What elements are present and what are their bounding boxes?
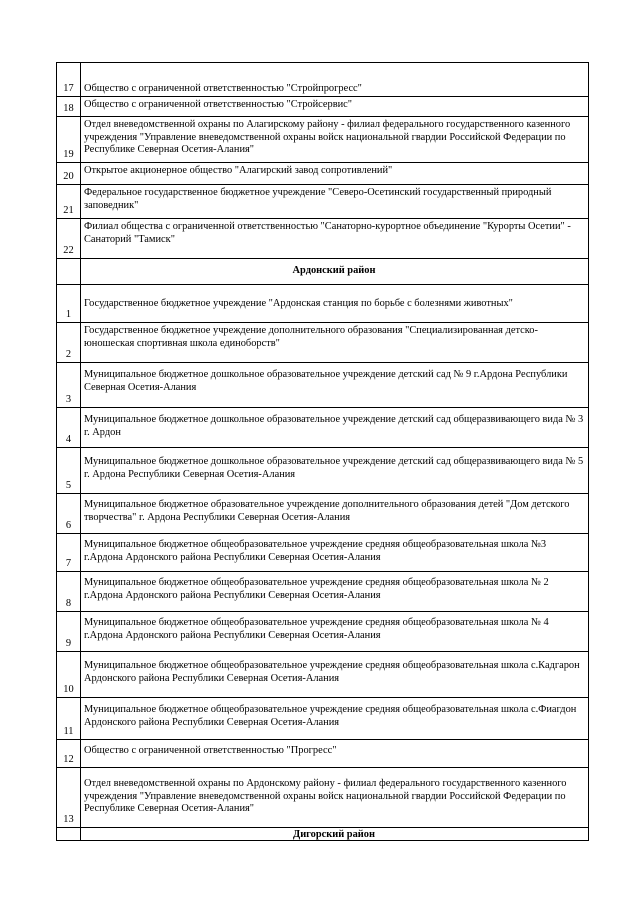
organization-name: Муниципальное бюджетное дошкольное образовательное учреждение детский сад № 9 г.Ардона Республики Северная Осетия-Алания: [81, 363, 589, 408]
table-row: [57, 652, 589, 698]
organization-name: Федеральное государственное бюджетное учреждение "Северо-Осетинский государственный природный заповедник": [81, 185, 589, 219]
section-title: Ардонский район: [81, 259, 589, 285]
organization-name: Общество с ограниченной ответственностью "Стройпрогресс": [81, 63, 589, 97]
row-number: 11: [57, 698, 81, 740]
table-row: [57, 612, 589, 652]
organization-name: Муниципальное бюджетное дошкольное образовательное учреждение детский сад общеразвивающего вида № 3 г. Ардон: [81, 408, 589, 448]
table-row: [57, 740, 589, 768]
organization-name: Муниципальное бюджетное образовательное учреждение дополнительного образования детей "Дом детского творчества" г. Ардона Республики Северная Осетия-Алания: [81, 494, 589, 534]
table-row: [57, 97, 589, 117]
organization-name: Государственное бюджетное учреждение дополнительного образования "Специализированная детско-юношеская спортивная школа единоборств": [81, 323, 589, 363]
table-row: [57, 408, 589, 448]
table-row: [57, 219, 589, 259]
row-number: 9: [57, 612, 81, 652]
organization-name: Муниципальное бюджетное общеобразовательное учреждение средняя общеобразовательная школа с.Фиагдон Ардонского района Республики Северная Осетия-Алания: [81, 698, 589, 740]
row-number: 5: [57, 448, 81, 494]
organizations-table: [56, 62, 589, 841]
table-row: [57, 534, 589, 572]
table-row: [57, 285, 589, 323]
section-header-row: [57, 259, 589, 285]
table-row: [57, 163, 589, 185]
organization-name: Отдел вневедомственной охраны по Ардонскому району - филиал федерального государственного казенного учреждения "Управление вневедомственной охраны войск национальной гвардии Российской Федерации по Республике Северная Осетия-Алания": [81, 768, 589, 828]
row-number: 22: [57, 219, 81, 259]
section-number-cell: [57, 259, 81, 285]
row-number: 7: [57, 534, 81, 572]
table-row: [57, 117, 589, 163]
organization-name: Филиал общества с ограниченной ответственностью "Санаторно-курортное объединение "Курорты Осетии" - Санаторий "Тамиск": [81, 219, 589, 259]
row-number: 8: [57, 572, 81, 612]
organization-name: Муниципальное бюджетное дошкольное образовательное учреждение детский сад общеразвивающего вида № 5 г. Ардона Республики Северная Осетия-Алания: [81, 448, 589, 494]
organization-name: Открытое акционерное общество "Алагирский завод сопротивлений": [81, 163, 589, 185]
organization-name: Отдел вневедомственной охраны по Алагирскому району - филиал федерального государственного казенного учреждения "Управление вневедомственной охраны войск национальной гвардии Российской Федерации по Республике Северная Осетия-Алания": [81, 117, 589, 163]
row-number: 18: [57, 97, 81, 117]
row-number: 10: [57, 652, 81, 698]
row-number: 13: [57, 768, 81, 828]
row-number: 3: [57, 363, 81, 408]
table-row: [57, 494, 589, 534]
table-row: [57, 185, 589, 219]
table-row: [57, 768, 589, 828]
section-title: Дигорский район: [81, 828, 589, 841]
row-number: 12: [57, 740, 81, 768]
organization-name: Муниципальное бюджетное общеобразовательное учреждение средняя общеобразовательная школа № 4 г.Ардона Ардонского района Республики Северная Осетия-Алания: [81, 612, 589, 652]
table-row: [57, 448, 589, 494]
table-row: [57, 698, 589, 740]
table-row: [57, 572, 589, 612]
row-number: 19: [57, 117, 81, 163]
section-header-row: [57, 828, 589, 841]
organization-name: Общество с ограниченной ответственностью "Стройсервис": [81, 97, 589, 117]
row-number: 21: [57, 185, 81, 219]
table-row: [57, 63, 589, 97]
row-number: 20: [57, 163, 81, 185]
organization-name: Муниципальное бюджетное общеобразовательное учреждение средняя общеобразовательная школа № 2 г.Ардона Ардонского района Республики Северная Осетия-Алания: [81, 572, 589, 612]
row-number: 2: [57, 323, 81, 363]
organization-name: Государственное бюджетное учреждение "Ардонская станция по борьбе с болезнями животных": [81, 285, 589, 323]
row-number: 17: [57, 63, 81, 97]
table-row: [57, 363, 589, 408]
organization-name: Общество с ограниченной ответственностью "Прогресс": [81, 740, 589, 768]
row-number: 4: [57, 408, 81, 448]
table-row: [57, 323, 589, 363]
section-number-cell: [57, 828, 81, 841]
row-number: 1: [57, 285, 81, 323]
organization-name: Муниципальное бюджетное общеобразовательное учреждение средняя общеобразовательная школа с.Кадгарон Ардонского района Республики Северная Осетия-Алания: [81, 652, 589, 698]
row-number: 6: [57, 494, 81, 534]
organization-name: Муниципальное бюджетное общеобразовательное учреждение средняя общеобразовательная школа №3 г.Ардона Ардонского района Республики Северная Осетия-Алания: [81, 534, 589, 572]
